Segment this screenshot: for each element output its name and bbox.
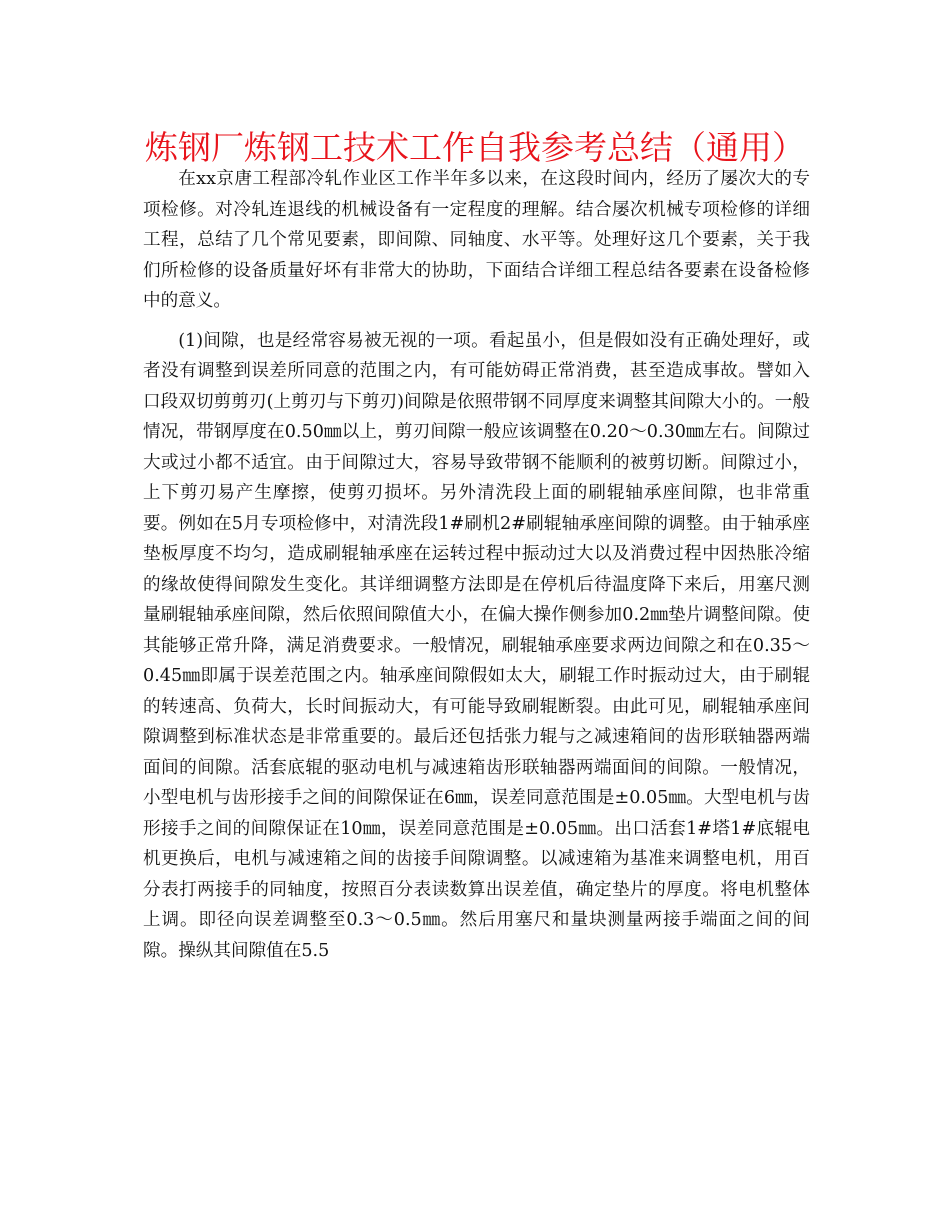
document-title: 炼钢厂炼钢工技术工作自我参考总结（通用）: [145, 128, 805, 167]
paragraph-clearance: (1)间隙，也是经常容易被无视的一项。看起虽小，但是假如没有正确处理好，或者没有调整到误差所同意的范围之内，有可能妨碍正常消费，甚至造成事故。譬如入口段双切剪剪刃(上剪刃与下剪刃)间隙是依照带钢不同厚度来调整其间隙大小的。一般情况，带钢厚度在0.50㎜以上，剪刃间隙一般应该调整在0.20～0.30㎜左右。间隙过大或过小都不适宜。由于间隙过大，容易导致带钢不能顺利的被剪切断。间隙过小，上下剪刃易产生摩擦，使剪刃损坏。另外清洗段上面的刷辊轴承座间隙，也非常重要。例如在5月专项检修中，对清洗段1#刷机2#刷辊轴承座间隙的调整。由于轴承座垫板厚度不均匀，造成刷辊轴承座在运转过程中振动过大以及消费过程中因热胀冷缩的缘故使得间隙发生变化。其详细调整方法即是在停机后待温度降下来后，用塞尺测量刷辊轴承座间隙，然后依照间隙值大小，在偏大操作侧参加0.2㎜垫片调整间隙。使其能够正常升降，满足消费要求。一般情况，刷辊轴承座要求两边间隙之和在0.35～0.45㎜即属于误差范围之内。轴承座间隙假如太大，刷辊工作时振动过大，由于刷辊的转速高、负荷大，长时间振动大，有可能导致刷辊断裂。由此可见，刷辊轴承座间隙调整到标准状态是非常重要的。最后还包括张力辊与之减速箱间的齿形联轴器两端面间的间隙。活套底辊的驱动电机与减速箱齿形联轴器两端面间的间隙。一般情况，小型电机与齿形接手之间的间隙保证在6㎜，误差同意范围是±0.05㎜。大型电机与齿形接手之间的间隙保证在10㎜，误差同意范围是±0.05㎜。出口活套1#塔1#底辊电机更换后，电机与减速箱之间的齿接手间隙调整。以减速箱为基准来调整电机，用百分表打两接手的同轴度，按照百分表读数算出误差值，确定垫片的厚度。将电机整体上调。即径向误差调整至0.3～0.5㎜。然后用塞尺和量块测量两接手端面之间的间隙。操纵其间隙值在5.5: [143, 330, 810, 961]
document-body: [143, 164, 810, 966]
paragraph-intro: 在xx京唐工程部冷轧作业区工作半年多以来，在这段时间内，经历了屡次大的专项检修。对冷轧连退线的机械设备有一定程度的理解。结合屡次机械专项检修的详细工程，总结了几个常见要素，即间隙、同轴度、水平等。处理好这几个要素，关于我们所检修的设备质量好坏有非常大的协助，下面结合详细工程总结各要素在设备检修中的意义。: [143, 169, 810, 311]
